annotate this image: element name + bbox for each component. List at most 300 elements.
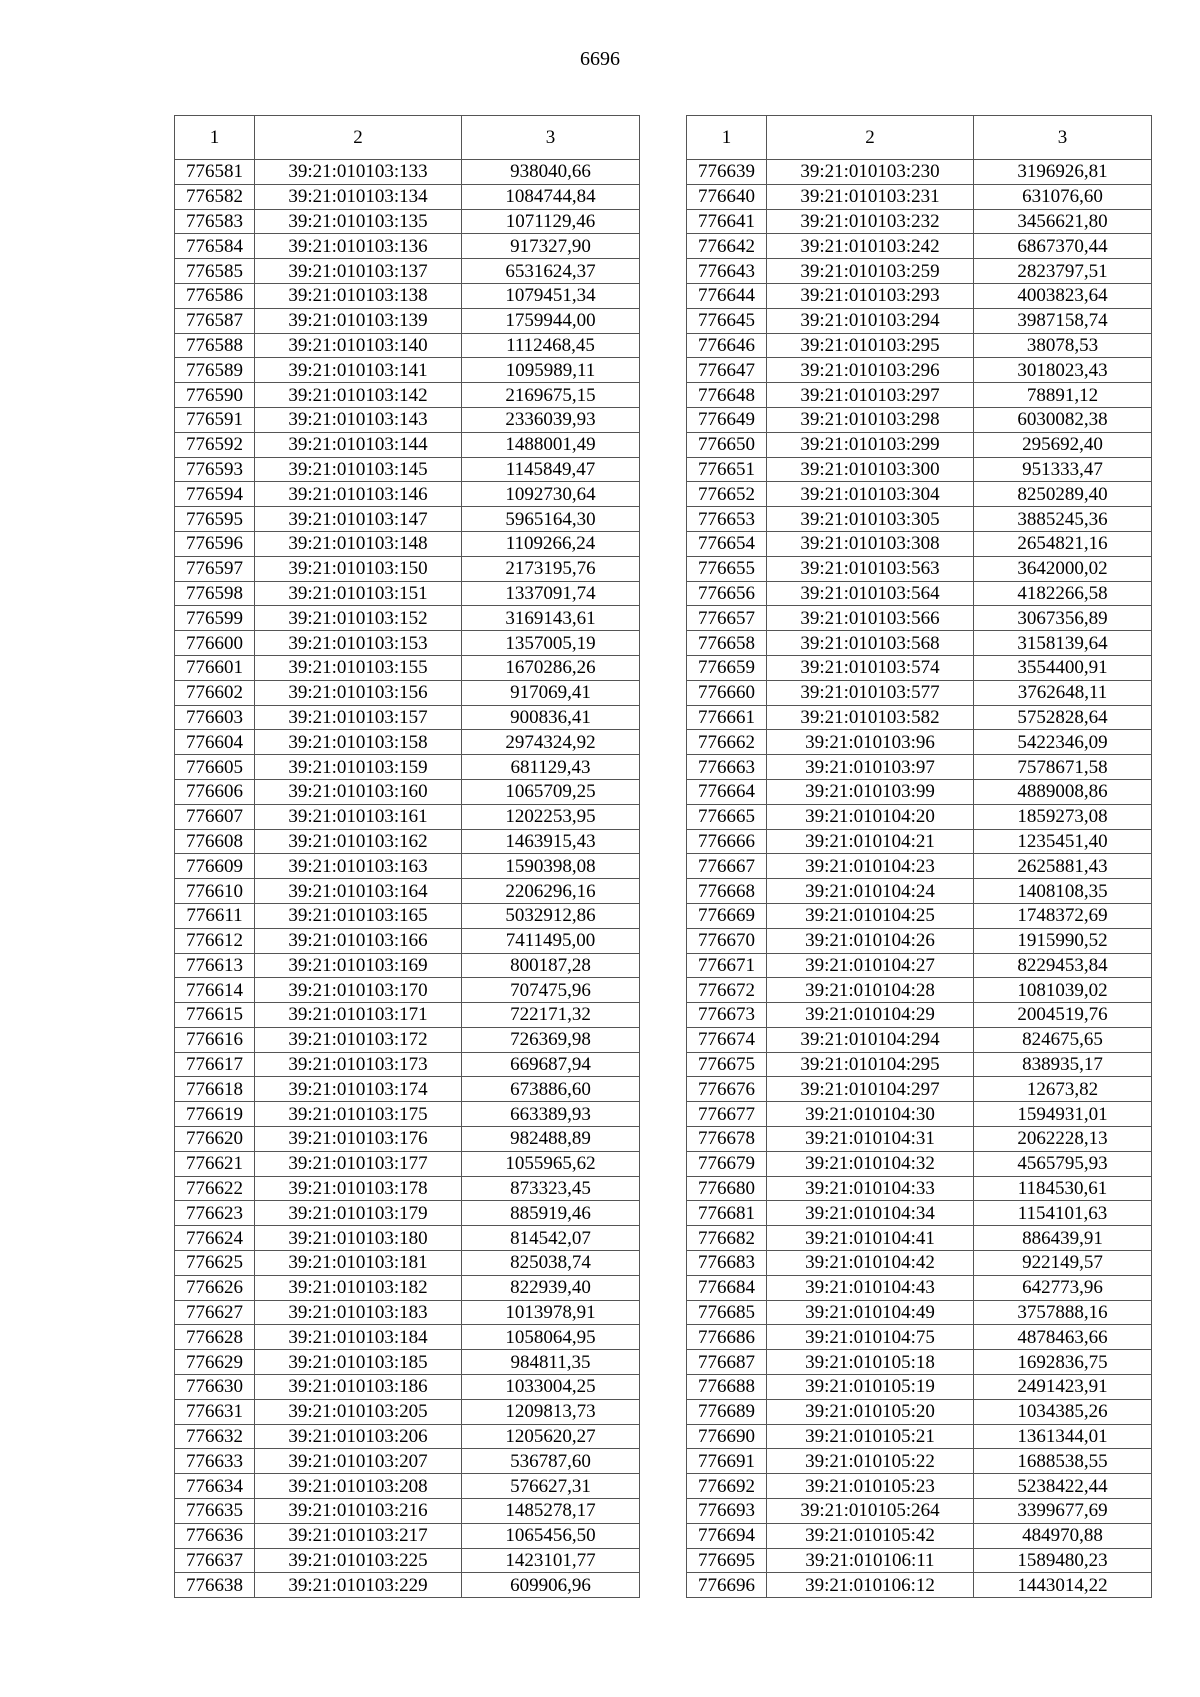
table-row: [687, 779, 1152, 804]
row-number-cell: 776679: [687, 1151, 767, 1176]
cadastral-number-cell: 39:21:010103:300: [767, 457, 974, 482]
row-number-cell: 776669: [687, 903, 767, 928]
row-number-cell: 776695: [687, 1548, 767, 1573]
value-cell: 5422346,09: [974, 730, 1152, 755]
row-number-cell: 776694: [687, 1523, 767, 1548]
value-cell: 1071129,46: [462, 209, 640, 234]
row-number-cell: 776648: [687, 383, 767, 408]
row-number-cell: 776586: [175, 283, 255, 308]
row-number-cell: 776661: [687, 705, 767, 730]
cadastral-number-cell: 39:21:010103:164: [255, 879, 462, 904]
row-number-cell: 776582: [175, 184, 255, 209]
cadastral-number-cell: 39:21:010103:563: [767, 556, 974, 581]
row-number-cell: 776620: [175, 1127, 255, 1152]
cadastral-number-cell: 39:21:010103:177: [255, 1151, 462, 1176]
table-row: [687, 1151, 1152, 1176]
value-cell: 5032912,86: [462, 903, 640, 928]
row-number-cell: 776642: [687, 234, 767, 259]
value-cell: 873323,45: [462, 1176, 640, 1201]
value-cell: 78891,12: [974, 383, 1152, 408]
table-row: [175, 854, 640, 879]
cadastral-number-cell: 39:21:010104:23: [767, 854, 974, 879]
row-number-cell: 776692: [687, 1474, 767, 1499]
value-cell: 886439,91: [974, 1226, 1152, 1251]
row-number-cell: 776651: [687, 457, 767, 482]
value-cell: 1692836,75: [974, 1350, 1152, 1375]
cadastral-number-cell: 39:21:010103:97: [767, 755, 974, 780]
value-cell: 1065709,25: [462, 779, 640, 804]
table-row: [175, 531, 640, 556]
row-number-cell: 776685: [687, 1300, 767, 1325]
row-number-cell: 776627: [175, 1300, 255, 1325]
value-cell: 3169143,61: [462, 606, 640, 631]
table-row: [687, 1350, 1152, 1375]
table-row: [175, 1027, 640, 1052]
row-number-cell: 776608: [175, 829, 255, 854]
table-row: [175, 259, 640, 284]
table-row: [175, 631, 640, 656]
table-row: [175, 655, 640, 680]
table-row: [687, 556, 1152, 581]
cadastral-number-cell: 39:21:010104:20: [767, 804, 974, 829]
cadastral-number-cell: 39:21:010103:216: [255, 1499, 462, 1524]
row-number-cell: 776681: [687, 1201, 767, 1226]
value-cell: 631076,60: [974, 184, 1152, 209]
cadastral-number-cell: 39:21:010103:208: [255, 1474, 462, 1499]
value-cell: 4878463,66: [974, 1325, 1152, 1350]
cadastral-number-cell: 39:21:010104:295: [767, 1052, 974, 1077]
table-row: [687, 482, 1152, 507]
value-cell: 938040,66: [462, 160, 640, 185]
row-number-cell: 776652: [687, 482, 767, 507]
row-number-cell: 776621: [175, 1151, 255, 1176]
value-cell: 1112468,45: [462, 333, 640, 358]
table-row: [175, 581, 640, 606]
value-cell: 6531624,37: [462, 259, 640, 284]
row-number-cell: 776645: [687, 308, 767, 333]
table-row: [687, 1399, 1152, 1424]
cadastral-number-cell: 39:21:010103:205: [255, 1399, 462, 1424]
row-number-cell: 776665: [687, 804, 767, 829]
value-cell: 1058064,95: [462, 1325, 640, 1350]
table-row: [687, 1102, 1152, 1127]
row-number-cell: 776638: [175, 1573, 255, 1598]
value-cell: 3196926,81: [974, 160, 1152, 185]
row-number-cell: 776691: [687, 1449, 767, 1474]
cadastral-number-cell: 39:21:010103:151: [255, 581, 462, 606]
cadastral-number-cell: 39:21:010103:577: [767, 680, 974, 705]
table-row: [687, 680, 1152, 705]
row-number-cell: 776595: [175, 507, 255, 532]
value-cell: 1590398,08: [462, 854, 640, 879]
table-row: [175, 1523, 640, 1548]
cadastral-number-cell: 39:21:010103:297: [767, 383, 974, 408]
table-row: [687, 1003, 1152, 1028]
row-number-cell: 776664: [687, 779, 767, 804]
cadastral-number-cell: 39:21:010103:183: [255, 1300, 462, 1325]
row-number-cell: 776683: [687, 1251, 767, 1276]
cadastral-number-cell: 39:21:010103:299: [767, 432, 974, 457]
cadastral-number-cell: 39:21:010105:22: [767, 1449, 974, 1474]
value-cell: 6867370,44: [974, 234, 1152, 259]
cadastral-number-cell: 39:21:010103:186: [255, 1375, 462, 1400]
value-cell: 1055965,62: [462, 1151, 640, 1176]
table-row: [175, 234, 640, 259]
row-number-cell: 776641: [687, 209, 767, 234]
table-row: [175, 209, 640, 234]
table-row: [687, 953, 1152, 978]
value-cell: 1485278,17: [462, 1499, 640, 1524]
table-row: [175, 1102, 640, 1127]
row-number-cell: 776658: [687, 631, 767, 656]
table-row: [687, 308, 1152, 333]
row-number-cell: 776646: [687, 333, 767, 358]
cadastral-number-cell: 39:21:010103:148: [255, 531, 462, 556]
value-cell: 2169675,15: [462, 383, 640, 408]
row-number-cell: 776655: [687, 556, 767, 581]
table-row: [687, 631, 1152, 656]
value-cell: 951333,47: [974, 457, 1152, 482]
table-row: [687, 457, 1152, 482]
row-number-cell: 776584: [175, 234, 255, 259]
row-number-cell: 776604: [175, 730, 255, 755]
value-cell: 2491423,91: [974, 1375, 1152, 1400]
table-row: [175, 606, 640, 631]
value-cell: 1589480,23: [974, 1548, 1152, 1573]
value-cell: 1092730,64: [462, 482, 640, 507]
table-row: [175, 755, 640, 780]
value-cell: 1109266,24: [462, 531, 640, 556]
row-number-cell: 776656: [687, 581, 767, 606]
table-row: [175, 1003, 640, 1028]
cadastral-number-cell: 39:21:010103:296: [767, 358, 974, 383]
page-number: 6696: [580, 48, 620, 70]
cadastral-number-cell: 39:21:010103:96: [767, 730, 974, 755]
value-cell: 822939,40: [462, 1275, 640, 1300]
value-cell: 917069,41: [462, 680, 640, 705]
cadastral-number-cell: 39:21:010104:294: [767, 1027, 974, 1052]
cadastral-number-cell: 39:21:010103:150: [255, 556, 462, 581]
cadastral-number-cell: 39:21:010104:297: [767, 1077, 974, 1102]
table-row: [687, 1027, 1152, 1052]
table-row: [175, 1399, 640, 1424]
table-row: [175, 358, 640, 383]
cadastral-number-cell: 39:21:010103:140: [255, 333, 462, 358]
cadastral-number-cell: 39:21:010103:231: [767, 184, 974, 209]
table-row: [687, 755, 1152, 780]
cadastral-number-cell: 39:21:010103:207: [255, 1449, 462, 1474]
cadastral-number-cell: 39:21:010104:26: [767, 928, 974, 953]
column-header: 2: [767, 116, 974, 160]
value-cell: 2004519,76: [974, 1003, 1152, 1028]
table-row: [687, 184, 1152, 209]
value-cell: 1079451,34: [462, 283, 640, 308]
value-cell: 1357005,19: [462, 631, 640, 656]
table-row: [687, 928, 1152, 953]
cadastral-number-cell: 39:21:010103:152: [255, 606, 462, 631]
cadastral-number-cell: 39:21:010104:32: [767, 1151, 974, 1176]
cadastral-number-cell: 39:21:010103:294: [767, 308, 974, 333]
cadastral-number-cell: 39:21:010104:30: [767, 1102, 974, 1127]
table-row: [175, 829, 640, 854]
cadastral-number-cell: 39:21:010103:582: [767, 705, 974, 730]
cadastral-number-cell: 39:21:010103:160: [255, 779, 462, 804]
value-cell: 3642000,02: [974, 556, 1152, 581]
cadastral-number-cell: 39:21:010103:155: [255, 655, 462, 680]
cadastral-number-cell: 39:21:010103:156: [255, 680, 462, 705]
row-number-cell: 776625: [175, 1251, 255, 1276]
row-number-cell: 776626: [175, 1275, 255, 1300]
cadastral-number-cell: 39:21:010103:293: [767, 283, 974, 308]
row-number-cell: 776684: [687, 1275, 767, 1300]
table-row: [175, 1573, 640, 1598]
value-cell: 1759944,00: [462, 308, 640, 333]
value-cell: 669687,94: [462, 1052, 640, 1077]
row-number-cell: 776589: [175, 358, 255, 383]
row-number-cell: 776623: [175, 1201, 255, 1226]
value-cell: 1202253,95: [462, 804, 640, 829]
row-number-cell: 776598: [175, 581, 255, 606]
cadastral-number-cell: 39:21:010103:305: [767, 507, 974, 532]
cadastral-number-cell: 39:21:010106:12: [767, 1573, 974, 1598]
row-number-cell: 776612: [175, 928, 255, 953]
column-header: 1: [687, 116, 767, 160]
value-cell: 1095989,11: [462, 358, 640, 383]
row-number-cell: 776686: [687, 1325, 767, 1350]
row-number-cell: 776687: [687, 1350, 767, 1375]
cadastral-number-cell: 39:21:010104:42: [767, 1251, 974, 1276]
row-number-cell: 776643: [687, 259, 767, 284]
value-cell: 824675,65: [974, 1027, 1152, 1052]
cadastral-number-cell: 39:21:010103:133: [255, 160, 462, 185]
table-row: [175, 903, 640, 928]
row-number-cell: 776657: [687, 606, 767, 631]
table-row: [175, 383, 640, 408]
row-number-cell: 776668: [687, 879, 767, 904]
value-cell: 1463915,43: [462, 829, 640, 854]
cadastral-number-cell: 39:21:010103:146: [255, 482, 462, 507]
row-number-cell: 776613: [175, 953, 255, 978]
cadastral-number-cell: 39:21:010103:163: [255, 854, 462, 879]
row-number-cell: 776585: [175, 259, 255, 284]
value-cell: 982488,89: [462, 1127, 640, 1152]
cadastral-number-cell: 39:21:010103:217: [255, 1523, 462, 1548]
value-cell: 726369,98: [462, 1027, 640, 1052]
row-number-cell: 776601: [175, 655, 255, 680]
row-number-cell: 776682: [687, 1226, 767, 1251]
table-row: [175, 1548, 640, 1573]
row-number-cell: 776619: [175, 1102, 255, 1127]
value-cell: 707475,96: [462, 978, 640, 1003]
row-number-cell: 776635: [175, 1499, 255, 1524]
row-number-cell: 776640: [687, 184, 767, 209]
cadastral-number-cell: 39:21:010103:182: [255, 1275, 462, 1300]
cadastral-number-cell: 39:21:010103:165: [255, 903, 462, 928]
value-cell: 1361344,01: [974, 1424, 1152, 1449]
table-row: [687, 1523, 1152, 1548]
row-number-cell: 776609: [175, 854, 255, 879]
row-number-cell: 776599: [175, 606, 255, 631]
table-row: [687, 903, 1152, 928]
row-number-cell: 776616: [175, 1027, 255, 1052]
value-cell: 2974324,92: [462, 730, 640, 755]
table-row: [175, 184, 640, 209]
table-row: [687, 1127, 1152, 1152]
value-cell: 4003823,64: [974, 283, 1152, 308]
row-number-cell: 776647: [687, 358, 767, 383]
value-cell: 642773,96: [974, 1275, 1152, 1300]
header-row: [687, 116, 1152, 160]
table-row: [175, 879, 640, 904]
table-row: [175, 1375, 640, 1400]
table-row: [175, 1275, 640, 1300]
row-number-cell: 776636: [175, 1523, 255, 1548]
table-row: [175, 556, 640, 581]
cadastral-number-cell: 39:21:010103:232: [767, 209, 974, 234]
table-row: [175, 1226, 640, 1251]
table-row: [175, 953, 640, 978]
cadastral-number-cell: 39:21:010103:304: [767, 482, 974, 507]
value-cell: 917327,90: [462, 234, 640, 259]
table-row: [175, 1474, 640, 1499]
value-cell: 5965164,30: [462, 507, 640, 532]
row-number-cell: 776663: [687, 755, 767, 780]
cadastral-number-cell: 39:21:010103:308: [767, 531, 974, 556]
right-table-body: [687, 160, 1152, 1598]
cadastral-number-cell: 39:21:010103:169: [255, 953, 462, 978]
table-row: [687, 1077, 1152, 1102]
cadastral-number-cell: 39:21:010103:179: [255, 1201, 462, 1226]
row-number-cell: 776605: [175, 755, 255, 780]
row-number-cell: 776633: [175, 1449, 255, 1474]
row-number-cell: 776689: [687, 1399, 767, 1424]
row-number-cell: 776671: [687, 953, 767, 978]
table-row: [687, 730, 1152, 755]
cadastral-number-cell: 39:21:010104:24: [767, 879, 974, 904]
value-cell: 3757888,16: [974, 1300, 1152, 1325]
table-row: [175, 1449, 640, 1474]
left-table-body: [175, 160, 640, 1598]
cadastral-number-cell: 39:21:010103:159: [255, 755, 462, 780]
table-row: [175, 1499, 640, 1524]
value-cell: 1205620,27: [462, 1424, 640, 1449]
cadastral-number-cell: 39:21:010103:185: [255, 1350, 462, 1375]
table-row: [687, 1548, 1152, 1573]
cadastral-number-cell: 39:21:010103:175: [255, 1102, 462, 1127]
cadastral-number-cell: 39:21:010103:161: [255, 804, 462, 829]
table-row: [175, 1300, 640, 1325]
value-cell: 2206296,16: [462, 879, 640, 904]
row-number-cell: 776660: [687, 680, 767, 705]
cadastral-number-cell: 39:21:010104:29: [767, 1003, 974, 1028]
value-cell: 1081039,02: [974, 978, 1152, 1003]
cadastral-number-cell: 39:21:010105:21: [767, 1424, 974, 1449]
table-row: [687, 1474, 1152, 1499]
cadastral-number-cell: 39:21:010105:18: [767, 1350, 974, 1375]
cadastral-number-cell: 39:21:010103:184: [255, 1325, 462, 1350]
cadastral-number-cell: 39:21:010104:27: [767, 953, 974, 978]
table-row: [687, 1499, 1152, 1524]
row-number-cell: 776634: [175, 1474, 255, 1499]
row-number-cell: 776596: [175, 531, 255, 556]
value-cell: 1443014,22: [974, 1573, 1152, 1598]
row-number-cell: 776607: [175, 804, 255, 829]
cadastral-number-cell: 39:21:010103:170: [255, 978, 462, 1003]
value-cell: 576627,31: [462, 1474, 640, 1499]
value-cell: 1423101,77: [462, 1548, 640, 1573]
value-cell: 609906,96: [462, 1573, 640, 1598]
row-number-cell: 776674: [687, 1027, 767, 1052]
table-row: [687, 854, 1152, 879]
value-cell: 885919,46: [462, 1201, 640, 1226]
table-row: [175, 730, 640, 755]
cadastral-number-cell: 39:21:010103:157: [255, 705, 462, 730]
table-row: [687, 1176, 1152, 1201]
table-row: [687, 1251, 1152, 1276]
table-row: [175, 482, 640, 507]
value-cell: 2625881,43: [974, 854, 1152, 879]
value-cell: 922149,57: [974, 1251, 1152, 1276]
table-row: [175, 804, 640, 829]
row-number-cell: 776583: [175, 209, 255, 234]
value-cell: 6030082,38: [974, 407, 1152, 432]
row-number-cell: 776611: [175, 903, 255, 928]
value-cell: 1084744,84: [462, 184, 640, 209]
value-cell: 1013978,91: [462, 1300, 640, 1325]
table-row: [687, 259, 1152, 284]
row-number-cell: 776629: [175, 1350, 255, 1375]
cadastral-number-cell: 39:21:010103:142: [255, 383, 462, 408]
table-row: [687, 879, 1152, 904]
table-row: [175, 1052, 640, 1077]
table-row: [175, 705, 640, 730]
column-header: 3: [462, 116, 640, 160]
value-cell: 900836,41: [462, 705, 640, 730]
value-cell: 838935,17: [974, 1052, 1152, 1077]
value-cell: 3762648,11: [974, 680, 1152, 705]
cadastral-number-cell: 39:21:010104:28: [767, 978, 974, 1003]
cadastral-number-cell: 39:21:010104:34: [767, 1201, 974, 1226]
value-cell: 2062228,13: [974, 1127, 1152, 1152]
row-number-cell: 776594: [175, 482, 255, 507]
table-row: [175, 507, 640, 532]
row-number-cell: 776677: [687, 1102, 767, 1127]
cadastral-number-cell: 39:21:010103:139: [255, 308, 462, 333]
row-number-cell: 776667: [687, 854, 767, 879]
cadastral-number-cell: 39:21:010103:178: [255, 1176, 462, 1201]
value-cell: 4565795,93: [974, 1151, 1152, 1176]
value-cell: 2654821,16: [974, 531, 1152, 556]
row-number-cell: 776581: [175, 160, 255, 185]
value-cell: 1235451,40: [974, 829, 1152, 854]
table-row: [175, 1424, 640, 1449]
value-cell: 484970,88: [974, 1523, 1152, 1548]
value-cell: 7578671,58: [974, 755, 1152, 780]
value-cell: 1408108,35: [974, 879, 1152, 904]
row-number-cell: 776597: [175, 556, 255, 581]
row-number-cell: 776637: [175, 1548, 255, 1573]
value-cell: 1859273,08: [974, 804, 1152, 829]
value-cell: 1209813,73: [462, 1399, 640, 1424]
row-number-cell: 776688: [687, 1375, 767, 1400]
cadastral-number-cell: 39:21:010103:99: [767, 779, 974, 804]
value-cell: 1034385,26: [974, 1399, 1152, 1424]
table-row: [687, 1300, 1152, 1325]
cadastral-number-cell: 39:21:010103:568: [767, 631, 974, 656]
value-cell: 1337091,74: [462, 581, 640, 606]
cadastral-number-cell: 39:21:010103:134: [255, 184, 462, 209]
row-number-cell: 776672: [687, 978, 767, 1003]
